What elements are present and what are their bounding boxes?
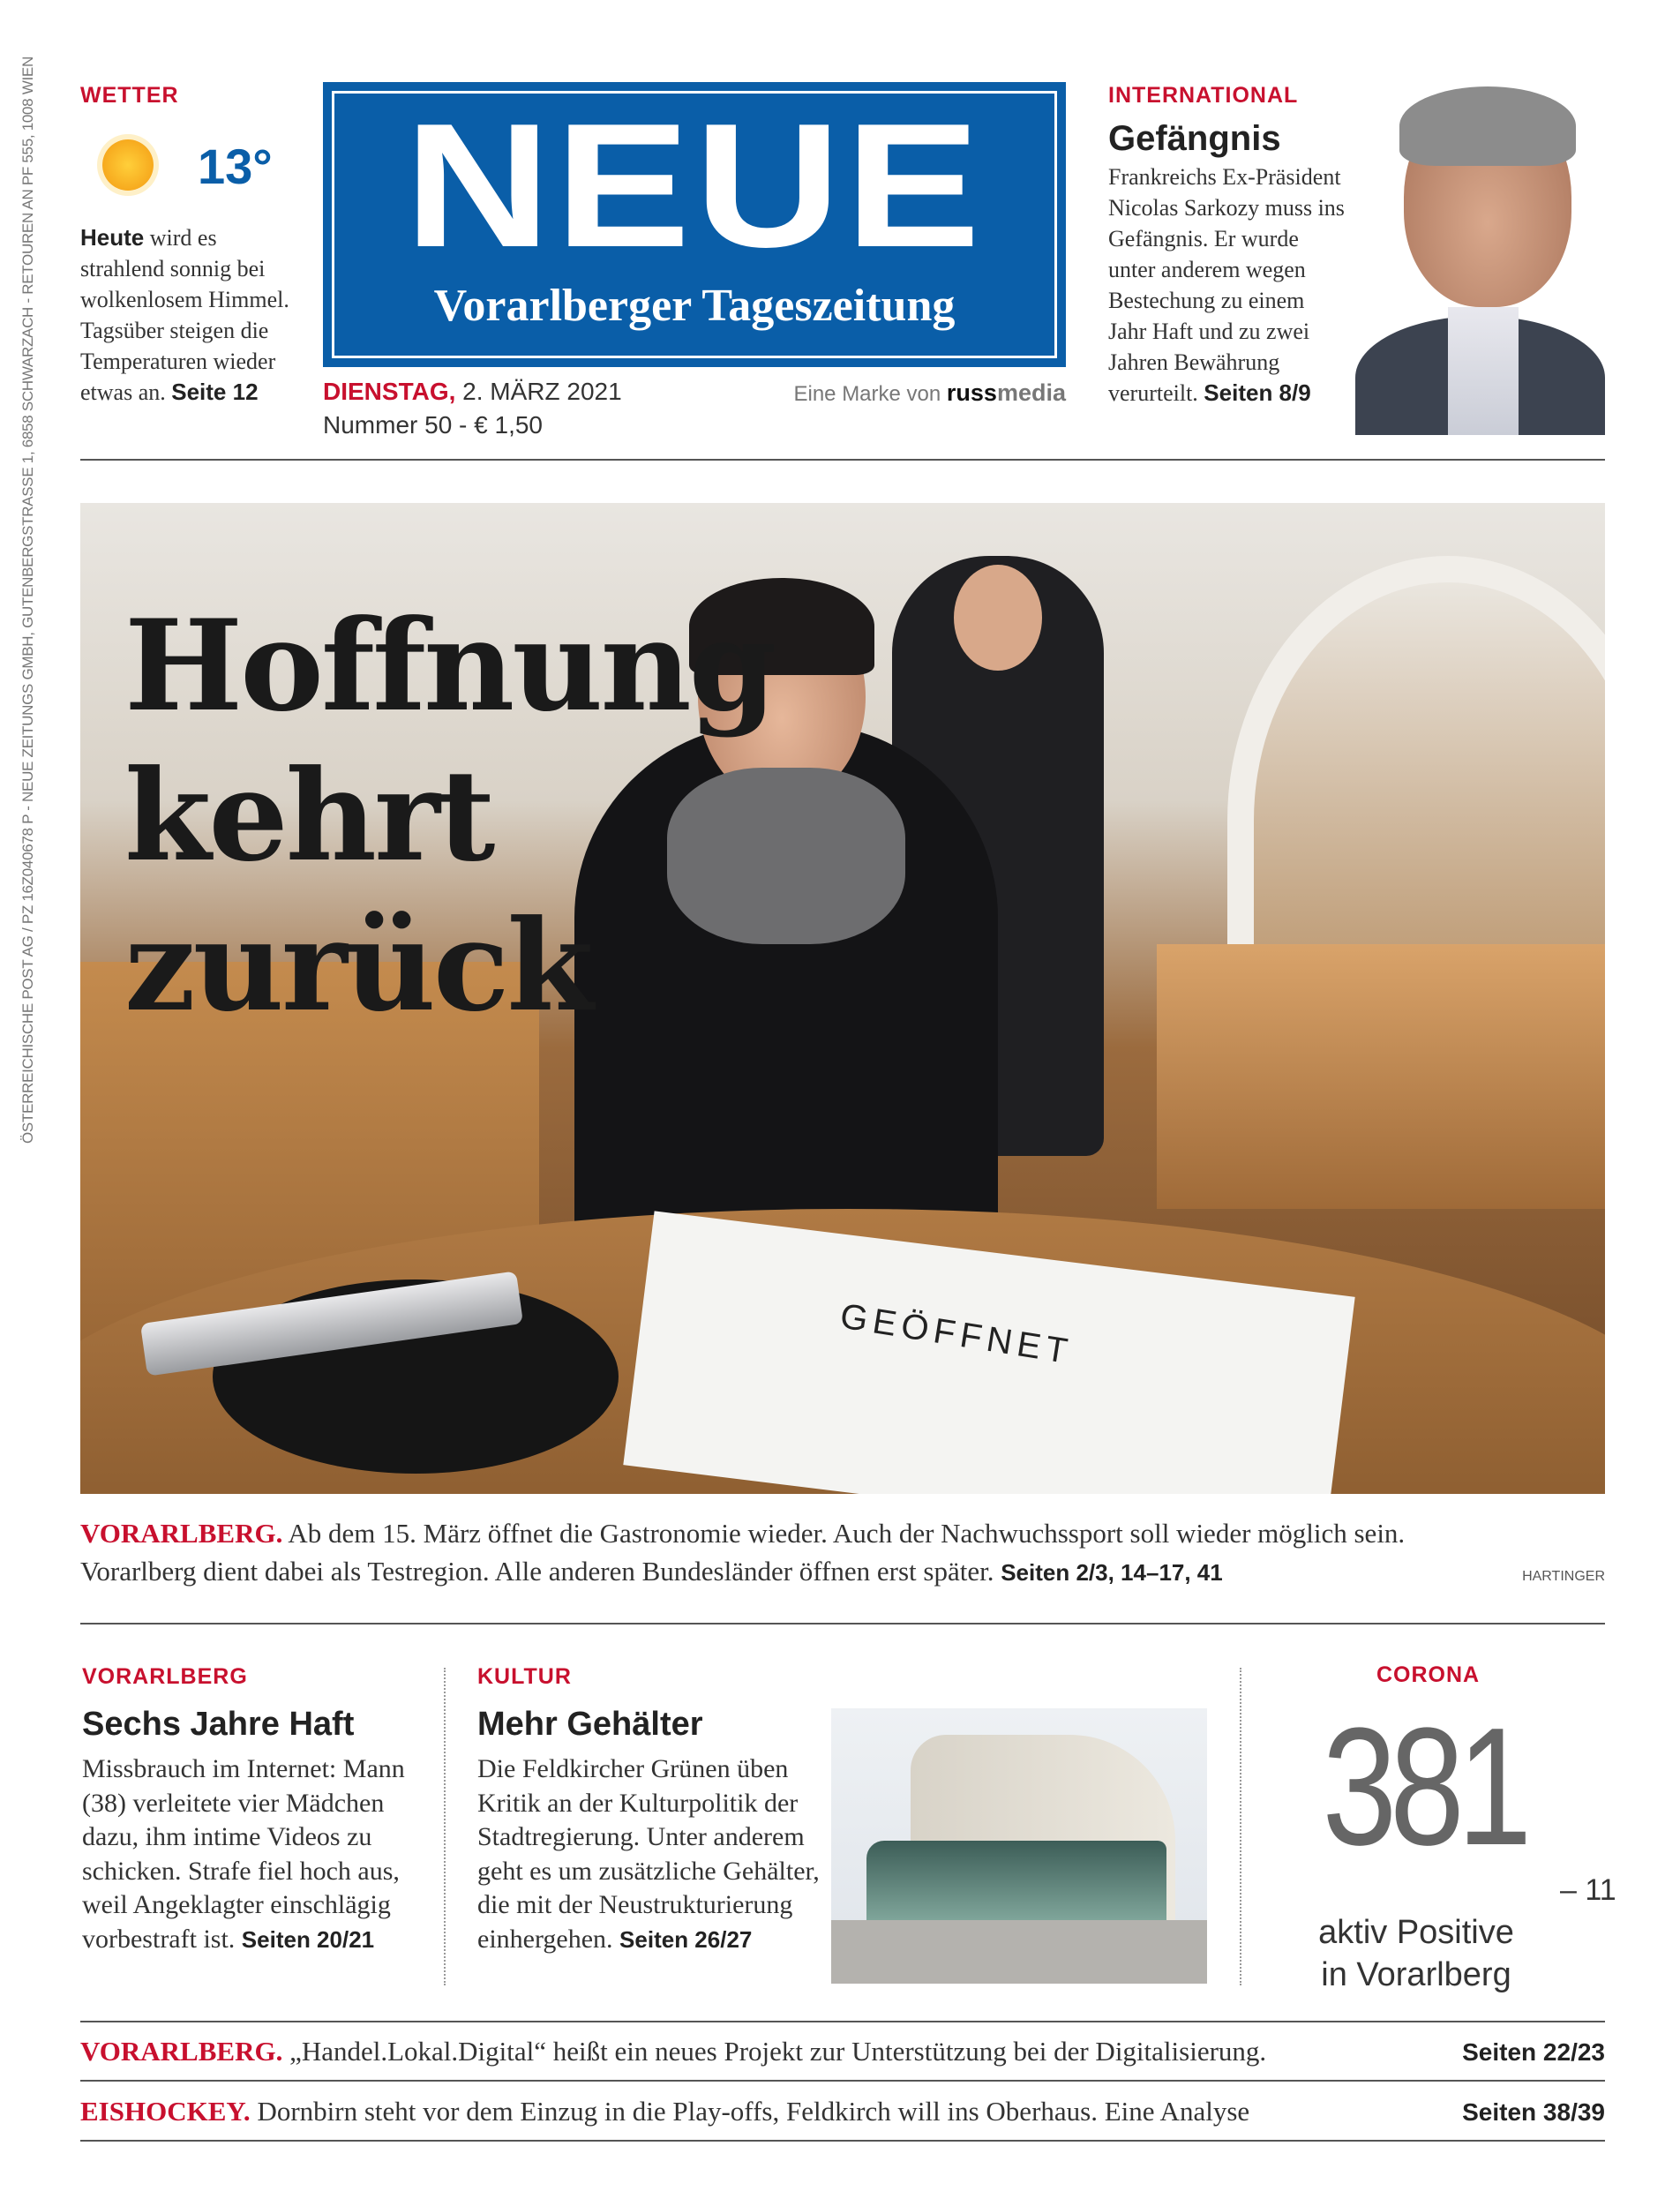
col2-text bbox=[477, 1752, 821, 1956]
date: 2. MÄRZ 2021 bbox=[462, 378, 622, 405]
lead-ref[interactable]: Seiten 2/3, 14–17, 41 bbox=[1001, 1559, 1223, 1586]
corona-caption-line: aktiv Positive bbox=[1318, 1914, 1514, 1951]
strip-kicker: EISHOCKEY. bbox=[80, 2096, 251, 2127]
col2-title[interactable]: Mehr Gehälter bbox=[477, 1706, 703, 1743]
strip-kicker: VORARLBERG. bbox=[80, 2036, 283, 2067]
headline-line: zurück bbox=[124, 893, 591, 1039]
column-separator bbox=[1240, 1668, 1241, 1985]
col1-text bbox=[82, 1752, 428, 1956]
col2-ref[interactable]: Seiten 26/27 bbox=[619, 1925, 753, 1953]
teaser-strip[interactable] bbox=[80, 2094, 1605, 2130]
international-title[interactable]: Gefängnis bbox=[1108, 119, 1281, 158]
international-ref[interactable]: Seiten 8/9 bbox=[1204, 379, 1311, 406]
headline-line: kehrt bbox=[124, 743, 493, 889]
col2-label: KULTUR bbox=[477, 1664, 572, 1689]
issue-number: Nummer 50 - € 1,50 bbox=[323, 411, 543, 439]
brand-logo-a: russ bbox=[946, 379, 997, 406]
corona-label: CORONA bbox=[1376, 1662, 1481, 1687]
col1-title[interactable]: Sechs Jahre Haft bbox=[82, 1706, 355, 1743]
weekday: DIENSTAG, bbox=[323, 378, 456, 405]
strip-ref[interactable]: Seiten 38/39 bbox=[1462, 2098, 1605, 2126]
international-label: INTERNATIONAL bbox=[1108, 83, 1299, 108]
lead-text: Ab dem 15. März öffnet die Gastronomie wieder. Auch der Nachwuchssport soll wieder möglich sein. Vorarlberg dient dabei als Testregion. Alle anderen Bundesländer öffnen erst später. bbox=[80, 1518, 1406, 1587]
weather-lead: Heute bbox=[80, 224, 145, 251]
building-photo bbox=[831, 1708, 1207, 1984]
lead-headline bbox=[124, 591, 774, 1041]
divider bbox=[80, 459, 1605, 461]
masthead-logo[interactable] bbox=[323, 82, 1066, 367]
international-body: Frankreichs Ex-Präsident Nicolas Sarkozy muss ins Gefängnis. Er wurde unter anderem wegen Bestechung zu einem Jahr Haft und zu zwei Jahren Bewährung verurteilt. bbox=[1108, 164, 1345, 406]
weather-text bbox=[80, 222, 292, 408]
brand-prefix: Eine Marke von bbox=[793, 382, 941, 406]
corona-caption bbox=[1279, 1911, 1553, 1996]
divider bbox=[80, 2080, 1605, 2082]
sign-text: GEÖFFNET bbox=[837, 1296, 1076, 1372]
corona-caption-line: in Vorarlberg bbox=[1321, 1956, 1511, 1993]
lead-caption bbox=[80, 1514, 1492, 1592]
sun-icon bbox=[102, 139, 154, 191]
brand-line bbox=[793, 379, 1066, 407]
col1-label: VORARLBERG bbox=[82, 1664, 248, 1689]
masthead-subtitle: Vorarlberger Tageszeitung bbox=[433, 281, 956, 331]
weather-ref[interactable]: Seite 12 bbox=[171, 379, 259, 405]
international-text bbox=[1108, 161, 1348, 409]
weather-temperature: 13° bbox=[198, 139, 273, 194]
lead-kicker: VORARLBERG. bbox=[80, 1518, 283, 1549]
corona-change: – 11 bbox=[1560, 1873, 1616, 1907]
weather-label: WETTER bbox=[80, 83, 179, 108]
issue-date bbox=[323, 378, 622, 406]
weather-body: wird es strahlend sonnig bei wolkenlosem Himmel. Tagsüber steigen die Temperaturen wieder etwas an. bbox=[80, 225, 289, 405]
col2-body: Die Feldkircher Grünen üben Kritik an der Kulturpolitik der Stadtregierung. Unter anderem geht es um zusätzliche Gehälter, die mit der Neustrukturierung einhergehen. bbox=[477, 1754, 820, 1954]
strip-text: „Handel.Lokal.Digital“ heißt ein neues Projekt zur Unterstützung bei der Digitalisierung. bbox=[289, 2036, 1267, 2067]
divider bbox=[80, 2021, 1605, 2022]
divider bbox=[80, 1623, 1605, 1624]
col1-body: Missbrauch im Internet: Mann (38) verleitete vier Mädchen dazu, ihm intime Videos zu schicken. Strafe fiel hoch aus, weil Angeklagter einschlägig vorbestraft ist. bbox=[82, 1754, 405, 1954]
headline-line: Hoffnung bbox=[124, 593, 775, 739]
divider bbox=[80, 2140, 1605, 2142]
column-separator bbox=[444, 1668, 446, 1985]
teaser-strip[interactable] bbox=[80, 2034, 1605, 2070]
strip-text: Dornbirn steht vor dem Einzug in die Play-offs, Feldkirch will ins Oberhaus. Eine Analyse bbox=[257, 2096, 1250, 2127]
brand-logo-b: media bbox=[996, 379, 1066, 406]
corona-number: 381 bbox=[1322, 1693, 1526, 1880]
strip-ref[interactable]: Seiten 22/23 bbox=[1462, 2038, 1605, 2066]
postal-imprint: ÖSTERREICHISCHE POST AG / PZ 16Z040678 P - NEUE ZEITUNGS GMBH, GUTENBERGSTRASSE 1, 6858 SCHWARZACH - RETOUREN AN PF 555, 1008 WIEN bbox=[19, 56, 36, 1144]
photo-credit: HARTINGER bbox=[1522, 1569, 1605, 1584]
portrait-photo bbox=[1355, 78, 1605, 435]
col1-ref[interactable]: Seiten 20/21 bbox=[241, 1925, 375, 1953]
lead-photo[interactable] bbox=[80, 503, 1605, 1494]
masthead-name: NEUE bbox=[404, 91, 985, 284]
